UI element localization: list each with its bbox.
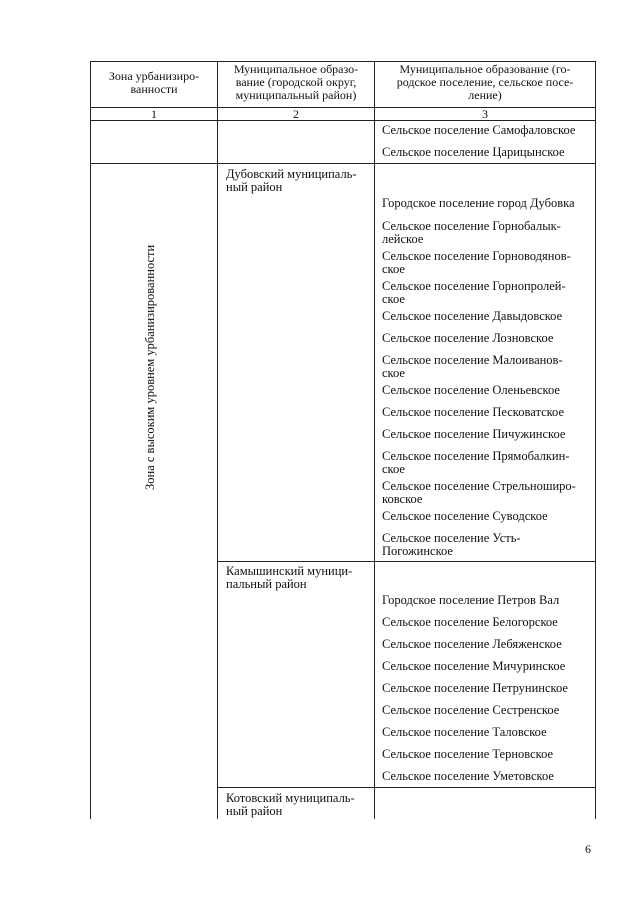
page-number: 6	[585, 842, 591, 856]
dubovsky-settlement	[382, 220, 561, 246]
dubovsky-settlement-line: Сельское поселение Горнобалык-	[382, 219, 561, 233]
kamyshin-settlement: Сельское поселение Таловское	[382, 725, 547, 739]
column-number-2: 2	[293, 107, 299, 121]
section-divider	[90, 163, 596, 164]
district-kamyshinsky	[226, 565, 352, 591]
dubovsky-settlement-line: ковское	[382, 492, 423, 506]
dubovsky-settlement-line: ское	[382, 262, 405, 276]
district-kotovsky	[226, 792, 355, 818]
dubovsky-settlement-line: ское	[382, 462, 405, 476]
dubovsky-settlement-line: Сельское поселение Малоиванов-	[382, 353, 563, 367]
header-municipality-line-3: муниципальный район)	[235, 88, 357, 102]
dubovsky-settlement	[382, 384, 560, 397]
dubovsky-settlement-line: Сельское поселение Усть-	[382, 531, 521, 545]
district-dubovsky-line-1: Дубовский муниципаль-	[226, 167, 357, 181]
district-divider-1	[217, 561, 596, 562]
dubovsky-settlement	[382, 450, 569, 476]
dubovsky-settlement-line: Сельское поселение Прямобалкин-	[382, 449, 570, 463]
district-dubovsky-line-2: ный район	[226, 180, 283, 194]
dubovsky-settlement-line: ское	[382, 366, 405, 380]
header-zone	[91, 70, 217, 96]
kamyshin-settlement: Сельское поселение Сестренское	[382, 703, 560, 717]
dubovsky-settlement-line: Сельское поселение Лозновское	[382, 331, 554, 345]
settlement-tsaritsynskoe: Сельское поселение Царицынское	[382, 145, 565, 159]
kamyshin-settlement: Сельское поселение Белогорское	[382, 615, 558, 629]
dubovsky-settlement-line: лейское	[382, 232, 424, 246]
dubovsky-settlement	[382, 510, 548, 523]
kamyshin-settlement: Сельское поселение Мичуринское	[382, 659, 566, 673]
dubovsky-settlement	[382, 532, 521, 558]
dubovsky-settlement-line: Сельское поселение Давыдовское	[382, 309, 563, 323]
dubovsky-settlement	[382, 354, 563, 380]
dubovsky-settlement	[382, 428, 565, 441]
header-settlement-line-2: родское поселение, сельское посе-	[396, 75, 574, 89]
zone-label: Зона с высоким уровнем урбанизированности	[143, 244, 157, 490]
header-settlement-line-1: Муниципальное образование (го-	[399, 62, 571, 76]
header-municipality	[218, 63, 374, 102]
dubovsky-settlement-line: Сельское поселение Песковатское	[382, 405, 565, 419]
dubovsky-settlement-line: Сельское поселение Пичужинское	[382, 427, 566, 441]
dubovsky-settlement-line: Сельское поселение Стрельноширо-	[382, 479, 576, 493]
district-dubovsky	[226, 168, 357, 194]
table-right-border	[595, 61, 596, 819]
district-divider-2	[217, 787, 596, 788]
column-number-3: 3	[482, 107, 488, 121]
dubovsky-settlement	[382, 332, 553, 345]
dubovsky-settlement-line: Погожинское	[382, 544, 453, 558]
district-kamyshinsky-line-1: Камышинский муници-	[226, 564, 353, 578]
header-municipality-line-2: вание (городской округ,	[235, 75, 357, 89]
dubovsky-settlement	[382, 280, 566, 306]
kamyshin-settlement: Городское поселение Петров Вал	[382, 593, 560, 607]
column-divider-2	[374, 61, 375, 819]
district-kotovsky-line-1: Котовский муниципаль-	[226, 791, 355, 805]
dubovsky-settlement-line: Сельское поселение Оленьевское	[382, 383, 560, 397]
settlement-samofalovskoe: Сельское поселение Самофаловское	[382, 123, 576, 137]
kamyshin-settlement: Сельское поселение Лебяженское	[382, 637, 562, 651]
dubovsky-settlement-line: Сельское поселение Горноводянов-	[382, 249, 571, 263]
column-divider-1	[217, 61, 218, 819]
district-kotovsky-line-2: ный район	[226, 804, 283, 818]
dubovsky-settlement-line: Сельское поселение Горнопролей-	[382, 279, 566, 293]
header-settlement-line-3: ление)	[468, 88, 502, 102]
header-municipality-line-1: Муниципальное образо-	[233, 62, 359, 76]
dubovsky-settlement-line: ское	[382, 292, 405, 306]
dubovsky-settlement-line: Городское поселение город Дубовка	[382, 196, 575, 210]
dubovsky-settlement-line: Сельское поселение Суводское	[382, 509, 548, 523]
header-settlement	[375, 63, 595, 102]
header-zone-line-1: Зона урбанизиро-	[108, 69, 200, 83]
dubovsky-settlement	[382, 480, 576, 506]
district-kamyshinsky-line-2: пальный район	[226, 577, 307, 591]
dubovsky-settlement	[382, 406, 564, 419]
column-number-1: 1	[151, 107, 157, 121]
dubovsky-settlement	[382, 250, 571, 276]
table-left-border	[90, 61, 91, 819]
dubovsky-settlement	[382, 197, 575, 210]
header-zone-line-2: ванности	[130, 82, 178, 96]
kamyshin-settlement: Сельское поселение Уметовское	[382, 769, 554, 783]
kamyshin-settlement: Сельское поселение Терновское	[382, 747, 554, 761]
kamyshin-settlement: Сельское поселение Петрунинское	[382, 681, 568, 695]
dubovsky-settlement	[382, 310, 562, 323]
